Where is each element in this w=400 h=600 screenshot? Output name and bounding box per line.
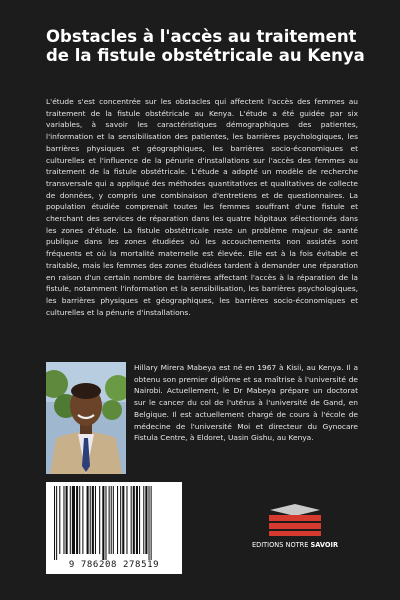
author-bio: Hillary Mirera Mabeya est né en 1967 à Kisii, au Kenya. Il a obtenu son premier diplôme et sa maîtrise à l'université de Nairobi. Actuellement, le Dr Mabeya prépare un doctorat sur le cancer du col de l'utérus à l'université de Gand, en Belgique. Il est actuellement chargé de cours à l'école de médecine de l'université Moi et directeur du Gynocare Fistula Centre, à Eldoret, Uasin Gishu, au Kenya. — [134, 363, 358, 443]
book-title: Obstacles à l'accès au traitement de la fistule obstétricale au Kenya — [46, 27, 365, 65]
barcode-bar — [133, 486, 135, 554]
book-summary: L'étude s'est concentrée sur les obstacles qui affectent l'accès des femmes au traitement de la fistule obstétricale au Kenya. L'étude a été guidée par six variables, à savoir les caractéristiques démographiques des patientes, l'information et la sensibilisation des patientes, les barrières psychologiques, les barrières physiques et géographiques, les barrières socio-économiques et culturelles et l'influence de la pénurie d'installations sur l'accès des femmes au traitement de la fistule obstétricale. L'étude a adopté un modèle de recherche transversale qui a appliqué des méthodes quantitatives et qualitatives de collecte de données, y compris une combinaison d'entretiens et de questionnaires. La population étudiée comprenait toutes les femmes souffrant d'une fistule et cherchant des services de réparation dans les quatre hôpitaux sélectionnés dans les zones d'étude. La fistule obstétricale reste un problème majeur de santé publique dans les zones étudiées où les accouchements non assistés sont fréquents et où la mortalité maternelle est élevée. Elle est à la fois évitable et traitable, mais les femmes des zones étudiées tardent à demander une réparation en raison d'un certain nombre de barrières affectant l'accès à la réparation de la fistule, notamment l'information et la sensibilisation, les barrières psychologiques, les barrières physiques et géographiques, les barrières socio-économiques et culturelles et la pénurie d'installations. — [46, 97, 358, 317]
barcode-bar — [59, 486, 60, 554]
book-stack-icon — [264, 502, 326, 536]
barcode-bar — [151, 486, 152, 560]
barcode-bar — [149, 486, 150, 560]
barcode-bar — [92, 486, 94, 554]
barcode-bar — [111, 486, 112, 554]
barcode-bar — [126, 486, 127, 554]
barcode-bar — [56, 486, 57, 560]
barcode-bar — [113, 486, 114, 554]
barcode-bar — [131, 486, 132, 554]
barcode-bar — [102, 486, 104, 560]
barcode-bar — [70, 486, 71, 554]
barcode-bars — [52, 486, 176, 560]
barcode-bar — [90, 486, 91, 554]
barcode-bar — [117, 486, 118, 554]
barcode-bar — [72, 486, 75, 554]
barcode-bar — [82, 486, 83, 554]
publisher-name-prefix: EDITIONS NOTRE — [251, 541, 311, 549]
barcode-bar — [120, 486, 121, 554]
publisher-name-accent: SAVOIR — [310, 541, 339, 549]
barcode-bar — [122, 486, 124, 554]
author-photo — [46, 362, 126, 474]
publisher-name — [250, 541, 340, 549]
barcode-bar — [109, 486, 110, 554]
barcode-bar — [105, 486, 106, 560]
barcode-bar — [136, 486, 138, 554]
barcode-bar — [139, 486, 140, 554]
publisher-logo — [250, 502, 340, 562]
barcode-bar — [99, 486, 100, 554]
barcode-bar — [95, 486, 96, 554]
barcode-bar — [63, 486, 64, 554]
barcode-bar — [54, 486, 55, 560]
isbn-barcode — [46, 482, 182, 574]
barcode-bar — [87, 486, 89, 554]
barcode-bar — [143, 486, 144, 554]
barcode-bar — [76, 486, 78, 554]
isbn-number: 9 786208 278519 — [68, 560, 160, 570]
barcode-bar — [66, 486, 68, 554]
barcode-bar — [145, 486, 147, 554]
barcode-bar — [79, 486, 80, 554]
